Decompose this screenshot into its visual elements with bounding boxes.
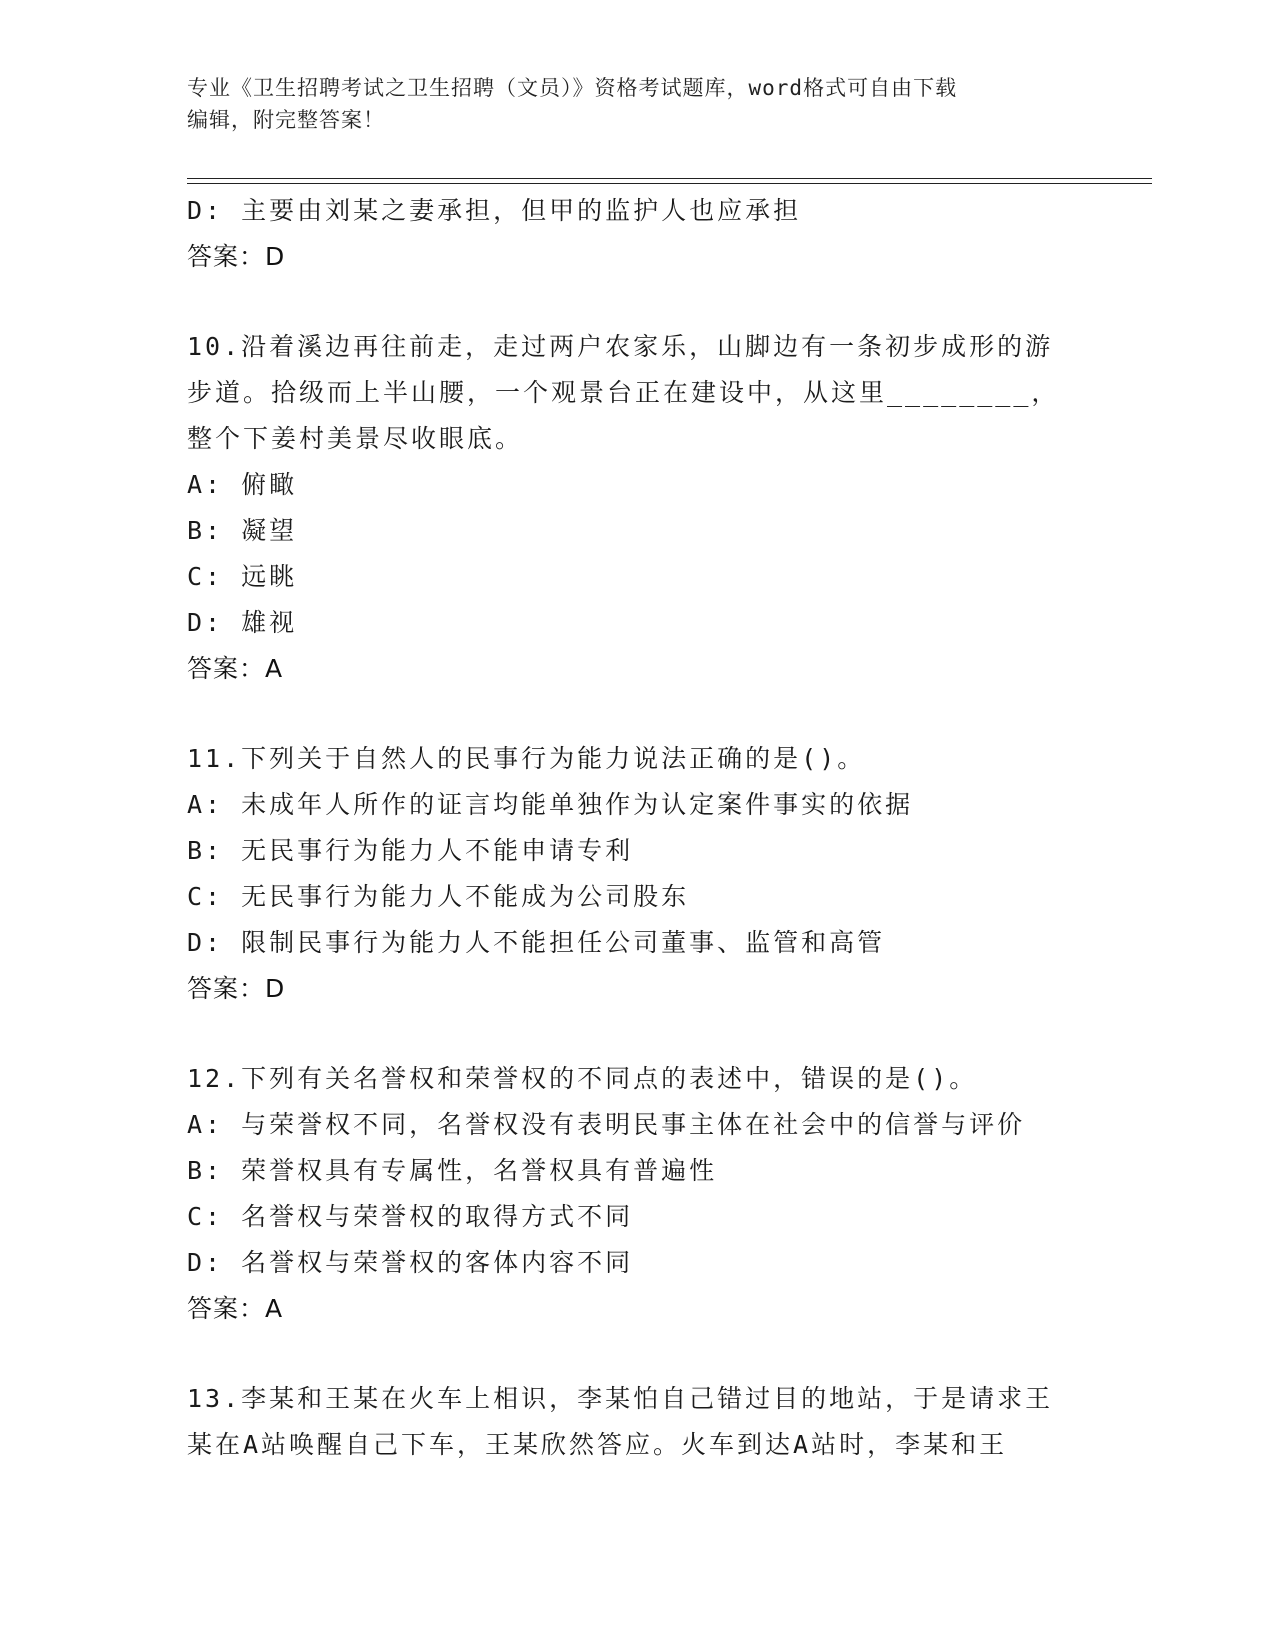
spacer	[187, 1012, 1087, 1056]
question-12	[187, 1056, 1087, 1332]
question-stem-line: 13.李某和王某在火车上相识，李某怕自己错过目的地站，于是请求王	[187, 1384, 1054, 1413]
prev-answer: 答案：D	[187, 242, 286, 271]
question-11	[187, 736, 1087, 1012]
option-c: C: 无民事行为能力人不能成为公司股东	[187, 882, 690, 911]
spacer	[187, 280, 1087, 324]
header-rule-bottom	[187, 183, 1152, 184]
option-b: B: 荣誉权具有专属性，名誉权具有普遍性	[187, 1156, 718, 1185]
option-a: A: 俯瞰	[187, 470, 298, 499]
answer: 答案：D	[187, 974, 286, 1003]
option-c: C: 远眺	[187, 562, 298, 591]
option-d: D: 限制民事行为能力人不能担任公司董事、监管和高管	[187, 928, 886, 957]
header-line-1: 专业《卫生招聘考试之卫生招聘（文员）》资格考试题库，word格式可自由下载	[187, 76, 958, 100]
prev-option-d: D: 主要由刘某之妻承担，但甲的监护人也应承担	[187, 196, 802, 225]
header-line-2: 编辑，附完整答案！	[187, 108, 385, 132]
question-stem-line: 10.沿着溪边再往前走，走过两户农家乐，山脚边有一条初步成形的游	[187, 332, 1054, 361]
option-b: B: 无民事行为能力人不能申请专利	[187, 836, 634, 865]
spacer	[187, 1332, 1087, 1376]
option-d: D: 雄视	[187, 608, 298, 637]
option-a: A: 与荣誉权不同，名誉权没有表明民事主体在社会中的信誉与评价	[187, 1110, 1026, 1139]
question-content	[187, 188, 1087, 1468]
question-stem-line: 某在A站唤醒自己下车，王某欣然答应。火车到达A站时，李某和王	[187, 1430, 1008, 1459]
question-stem-line: 步道。拾级而上半山腰，一个观景台正在建设中，从这里________，	[187, 378, 1060, 407]
question-stem-line: 11.下列关于自然人的民事行为能力说法正确的是()。	[187, 744, 866, 773]
question-13	[187, 1376, 1087, 1468]
answer: 答案：A	[187, 654, 284, 683]
page-header	[187, 72, 1067, 136]
question-10	[187, 324, 1087, 692]
option-c: C: 名誉权与荣誉权的取得方式不同	[187, 1202, 634, 1231]
header-rule-top	[187, 178, 1152, 179]
question-stem-line: 整个下姜村美景尽收眼底。	[187, 424, 524, 453]
option-b: B: 凝望	[187, 516, 298, 545]
question-stem-line: 12.下列有关名誉权和荣誉权的不同点的表述中，错误的是()。	[187, 1064, 978, 1093]
spacer	[187, 692, 1087, 736]
option-d: D: 名誉权与荣誉权的客体内容不同	[187, 1248, 634, 1277]
answer: 答案：A	[187, 1294, 284, 1323]
option-a: A: 未成年人所作的证言均能单独作为认定案件事实的依据	[187, 790, 914, 819]
